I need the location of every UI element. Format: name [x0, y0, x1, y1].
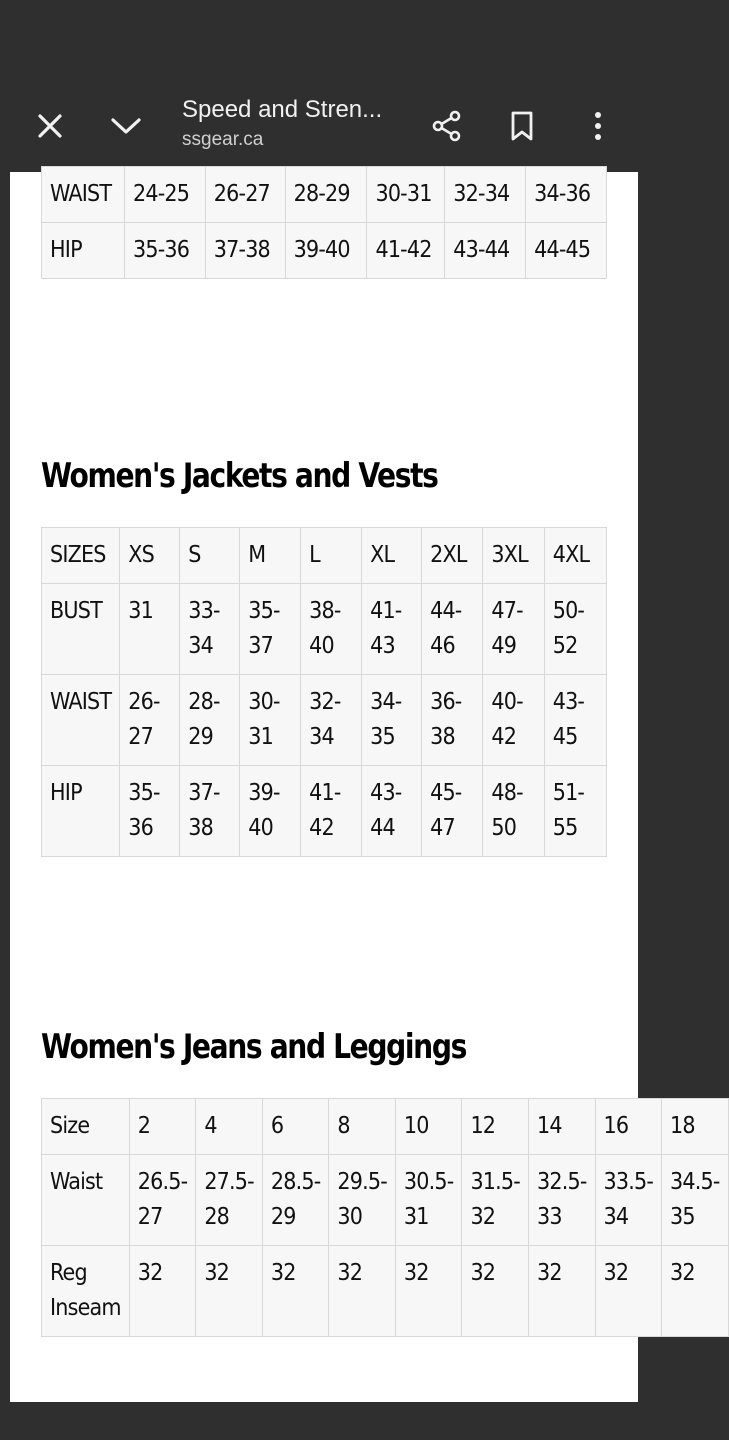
table-cell: 32	[395, 1246, 462, 1337]
table-cell: XS	[120, 528, 180, 584]
table-cell: 26-27	[205, 167, 285, 223]
table-row	[42, 223, 607, 279]
table-cell: 32.5- 33	[528, 1155, 595, 1246]
table-cell: 51- 55	[544, 766, 606, 857]
close-button[interactable]	[22, 98, 78, 154]
table-cell: 39- 40	[240, 766, 301, 857]
table-cell: 47- 49	[483, 584, 544, 675]
jeans-size-table	[41, 1098, 729, 1337]
table-cell: 4XL	[544, 528, 606, 584]
table-cell: L	[301, 528, 362, 584]
row-label-cell: Waist	[42, 1155, 130, 1246]
table-cell: 2	[129, 1099, 196, 1155]
table-row	[42, 1246, 729, 1337]
table-cell: 10	[395, 1099, 462, 1155]
page-title-area[interactable]	[182, 94, 412, 152]
navigation-bar	[0, 1402, 648, 1440]
jackets-size-table	[41, 527, 607, 857]
table-cell: 27.5- 28	[196, 1155, 263, 1246]
table-cell: 35- 37	[240, 584, 301, 675]
table-cell: 37-38	[205, 223, 285, 279]
table-cell: 41-42	[367, 223, 445, 279]
table-cell: 43-44	[445, 223, 526, 279]
table-row	[42, 766, 607, 857]
partial-size-table	[41, 166, 607, 279]
table-cell: 40- 42	[483, 675, 544, 766]
table-cell: 4	[196, 1099, 263, 1155]
table-cell: 34- 35	[362, 675, 422, 766]
table-cell: 41- 42	[301, 766, 362, 857]
table-cell: 35-36	[124, 223, 205, 279]
table-cell: 31.5- 32	[462, 1155, 529, 1246]
chevron-down-icon	[110, 116, 142, 136]
table-cell: 32-34	[445, 167, 526, 223]
section-heading-jackets: Women's Jackets and Vests	[41, 456, 438, 496]
table-cell: 32	[662, 1246, 729, 1337]
table-header-row	[42, 1099, 729, 1155]
table-cell: 30-31	[367, 167, 445, 223]
table-cell: 28- 29	[180, 675, 240, 766]
table-cell: 26- 27	[120, 675, 180, 766]
table-cell: XL	[362, 528, 422, 584]
table-row	[42, 675, 607, 766]
table-cell: 32	[329, 1246, 396, 1337]
table-cell: 8	[329, 1099, 396, 1155]
table-cell: 32	[462, 1246, 529, 1337]
custom-tab-toolbar	[0, 80, 648, 172]
bookmark-button[interactable]	[494, 98, 550, 154]
table-row	[42, 584, 607, 675]
share-icon	[431, 110, 463, 142]
row-label-waist: WAIST	[42, 167, 125, 223]
table-cell: 37- 38	[180, 766, 240, 857]
table-cell: 26.5- 27	[129, 1155, 196, 1246]
minimize-button[interactable]	[98, 98, 154, 154]
table-cell: 32- 34	[301, 675, 362, 766]
row-label-cell: BUST	[42, 584, 120, 675]
table-cell: S	[180, 528, 240, 584]
table-cell: 29.5- 30	[329, 1155, 396, 1246]
table-cell: 44- 46	[422, 584, 483, 675]
table-cell: 31	[120, 584, 180, 675]
table-cell: 3XL	[483, 528, 544, 584]
table-cell: 48- 50	[483, 766, 544, 857]
table-cell: 36- 38	[422, 675, 483, 766]
table-cell: 30- 31	[240, 675, 301, 766]
page-title: Speed and Stren...	[182, 96, 383, 123]
table-cell: 45- 47	[422, 766, 483, 857]
share-button[interactable]	[419, 98, 475, 154]
table-cell: 14	[528, 1099, 595, 1155]
table-cell: 35- 36	[120, 766, 180, 857]
more-options-button[interactable]	[570, 98, 626, 154]
table-cell: 2XL	[422, 528, 483, 584]
bookmark-icon	[509, 110, 535, 142]
table-cell: 24-25	[124, 167, 205, 223]
row-label-cell: WAIST	[42, 675, 120, 766]
table-cell: 32	[196, 1246, 263, 1337]
table-cell: 34.5- 35	[662, 1155, 729, 1246]
table-cell: M	[240, 528, 301, 584]
table-cell: 33- 34	[180, 584, 240, 675]
table-cell: 39-40	[285, 223, 367, 279]
table-header-row	[42, 528, 607, 584]
table-cell: 18	[662, 1099, 729, 1155]
table-cell: 32	[129, 1246, 196, 1337]
table-cell: 6	[262, 1099, 329, 1155]
table-cell: 44-45	[526, 223, 607, 279]
row-label-cell: Reg Inseam	[42, 1246, 130, 1337]
table-cell: 43- 44	[362, 766, 422, 857]
row-label-cell: Size	[42, 1099, 130, 1155]
table-cell: 12	[462, 1099, 529, 1155]
table-cell: 16	[595, 1099, 662, 1155]
status-bar	[0, 0, 648, 80]
close-icon	[36, 112, 64, 140]
more-vert-icon	[593, 111, 603, 141]
table-cell: 50- 52	[544, 584, 606, 675]
table-cell: 33.5- 34	[595, 1155, 662, 1246]
table-cell: 28-29	[285, 167, 367, 223]
table-cell: 32	[262, 1246, 329, 1337]
web-content[interactable]	[10, 172, 720, 1402]
table-cell: 28.5- 29	[262, 1155, 329, 1246]
table-cell: 34-36	[526, 167, 607, 223]
table-cell: 32	[595, 1246, 662, 1337]
page-domain: ssgear.ca	[182, 129, 264, 150]
section-heading-jeans: Women's Jeans and Leggings	[41, 1027, 466, 1067]
row-label-cell: HIP	[42, 766, 120, 857]
table-row	[42, 1155, 729, 1246]
table-cell: 41- 43	[362, 584, 422, 675]
table-cell: 30.5- 31	[395, 1155, 462, 1246]
row-label-hip: HIP	[42, 223, 125, 279]
row-label-cell: SIZES	[42, 528, 120, 584]
table-cell: 38- 40	[301, 584, 362, 675]
table-cell: 43- 45	[544, 675, 606, 766]
table-row	[42, 167, 607, 223]
table-cell: 32	[528, 1246, 595, 1337]
